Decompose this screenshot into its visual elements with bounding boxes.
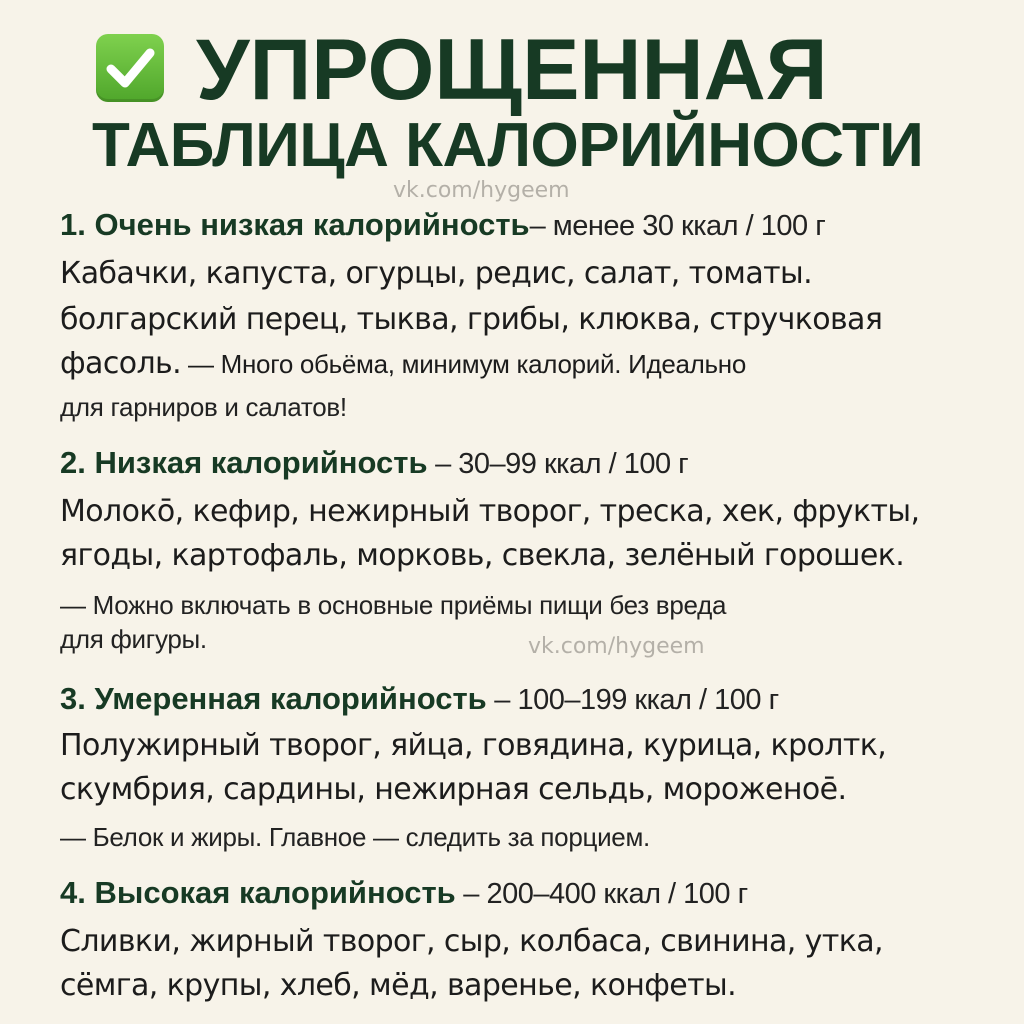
page-title-line-1: УПРОЩЕННАЯ <box>196 22 828 118</box>
section-1-note-inline: — Много обьёма, минимум калорий. Идеально <box>181 349 746 379</box>
section-2-title: 2. Низкая калорийность <box>60 445 428 480</box>
section-4-title: 4. Высокая калорийность <box>60 875 456 910</box>
section-4-line-1: Сливки, жирный творог, сыр, колбаса, свинина, утка, <box>60 924 883 959</box>
section-1-line-1: Кабачки, капуста, огурцы, редис, салат, томаты. <box>60 256 813 291</box>
section-4-range: – 200–400 ккал / 100 г <box>455 878 748 910</box>
section-4-line-2: сёмга, крупы, хлеб, мёд, варенье, конфеты. <box>60 968 737 1003</box>
section-1-line-3-text: фасоль. <box>60 346 182 381</box>
section-3-range: – 100–199 ккал / 100 г <box>486 684 779 716</box>
section-4-heading <box>60 876 748 911</box>
section-1-line-2: болгарский перец, тыква, грибы, клюква, стручковая <box>60 302 883 337</box>
section-3-line-1: Полужирный творог, яйца, говядина, курица, кролтк, <box>60 728 887 763</box>
section-3-line-2: скумбрия, сардины, нежирная сельдь, мороженоē. <box>60 772 847 807</box>
section-1-range: – менее 30 ккал / 100 г <box>529 210 826 242</box>
section-3-heading <box>60 682 779 717</box>
section-2-heading <box>60 446 688 481</box>
section-1-title: 1. Очень низкая калорийность <box>60 207 530 242</box>
section-1-heading <box>60 208 825 243</box>
section-1-note-line-1: для гарниров и салатов! <box>60 392 347 422</box>
page-title-line-2: ТАБЛИЦА КАЛОРИЙНОСТИ <box>92 111 924 180</box>
section-2-range: – 30–99 ккал / 100 г <box>427 448 689 480</box>
watermark-top: vk.com/hygeem <box>393 178 570 203</box>
section-2-line-2: ягоды, картофаль, морковь, свекла, зелёный горошек. <box>60 538 905 573</box>
section-2-note-line-2: для фигуры. <box>60 624 207 654</box>
section-3-note-line-1: — Белок и жиры. Главное — следить за порцием. <box>60 822 650 852</box>
section-2-line-1: Молокō, кефир, нежирный творог, треска, хек, фрукты, <box>60 494 920 529</box>
section-1-line-3 <box>60 346 746 382</box>
check-mark-icon <box>96 34 164 102</box>
section-2-note-line-1: — Можно включать в основные приёмы пищи без вреда <box>60 590 727 620</box>
watermark-middle: vk.com/hygeem <box>528 634 705 659</box>
section-3-title: 3. Умеренная калорийность <box>60 681 487 716</box>
